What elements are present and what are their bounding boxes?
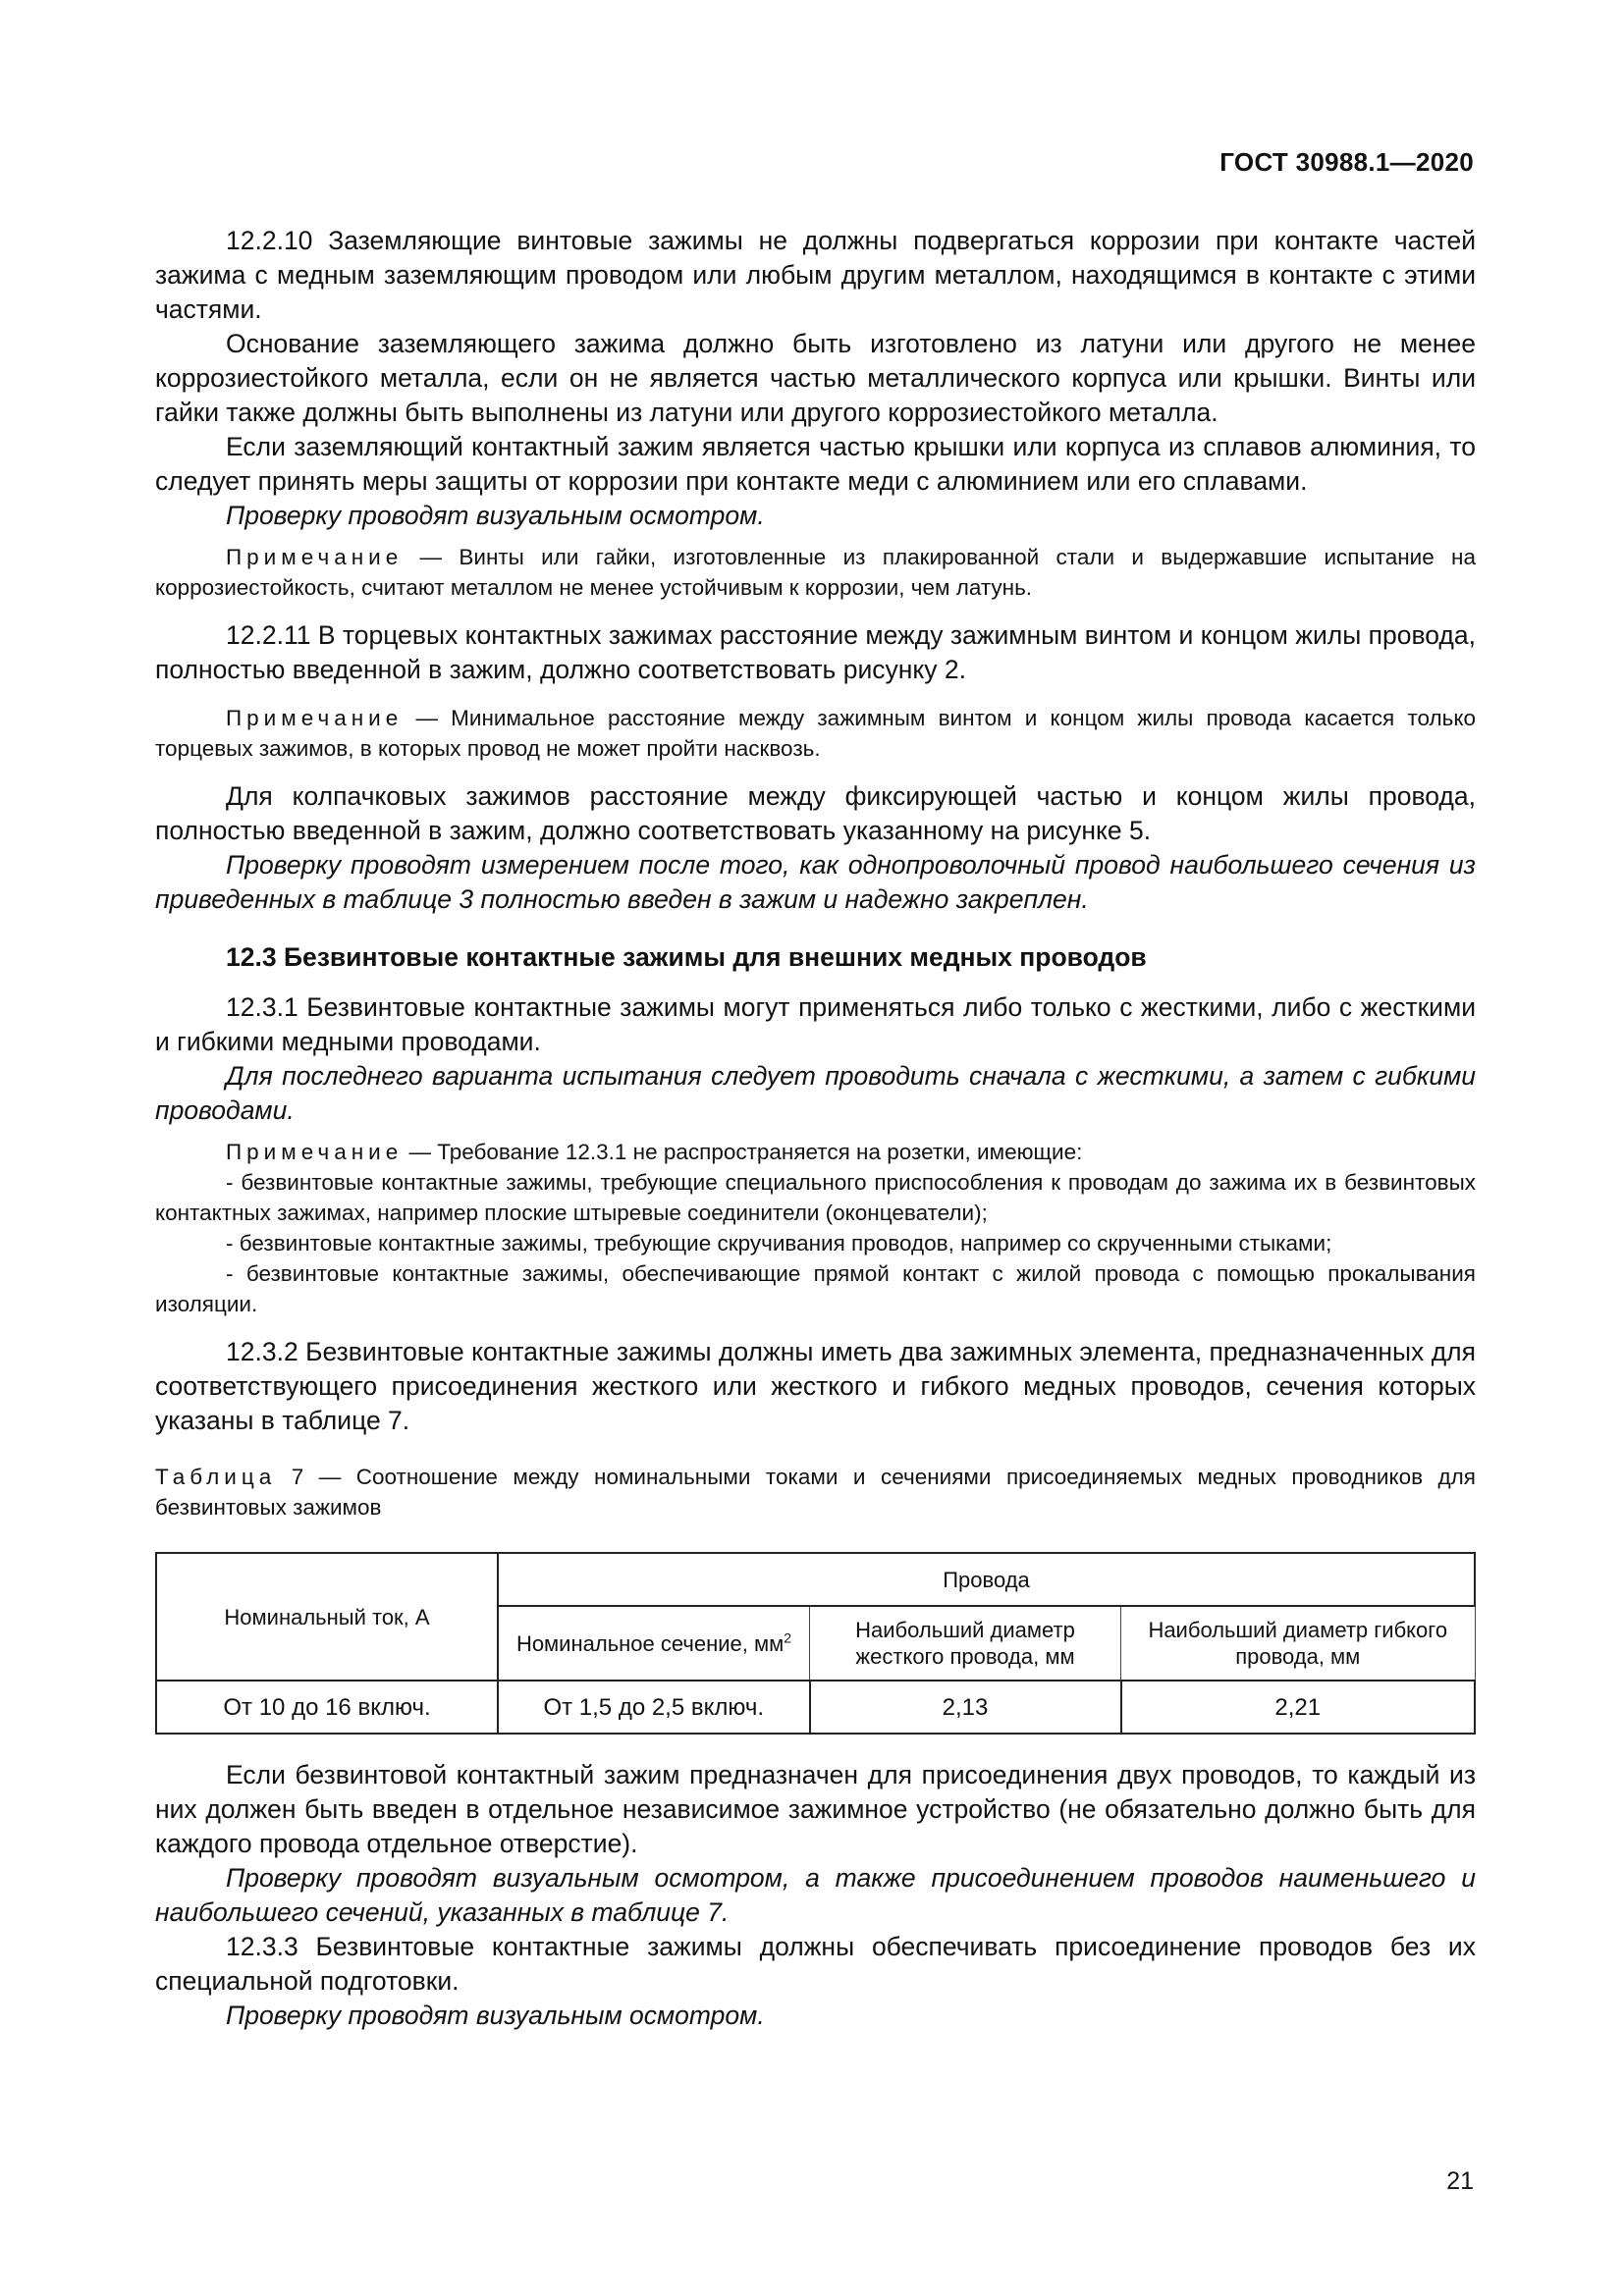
check-method: Проверку проводят визуальным осмотром.	[226, 2001, 765, 2030]
page-content	[155, 224, 1476, 2033]
note-text: — Минимальное расстояние между зажимным винтом и концом жилы провода касается только торцевых зажимов, в которых провод не может пройти насквозь.	[155, 706, 1476, 761]
cell-flexible: 2,21	[1121, 1681, 1476, 1734]
note-list-item: - безвинтовые контактные зажимы, обеспечивающие прямой контакт с жилой провода с помощью прокалывания изоляции.	[155, 1261, 1476, 1316]
paragraph: Для колпачковых зажимов расстояние между фиксирующей частью и концом жилы провода, полностью введенной в зажим, должно соответствовать указанному на рисунке 5.	[155, 781, 1476, 845]
cell-section: От 1,5 до 2,5 включ.	[498, 1681, 810, 1734]
paragraph-12-2-10: 12.2.10 Заземляющие винтовые зажимы не должны подвергаться коррозии при контакте частей зажима с медным заземляющим проводом или любым другим металлом, находящимся в контакте с этими частями.	[155, 226, 1476, 324]
page-number: 21	[1446, 2167, 1474, 2195]
check-method: Для последнего варианта испытания следует проводить сначала с жесткими, а затем с гибкими проводами.	[155, 1061, 1476, 1125]
note-text: — Требование 12.3.1 не распространяется на розетки, имеющие:	[403, 1140, 1083, 1164]
table-caption-text: 7 — Соотношение между номинальными токами и сечениями присоединяемых медных проводников для безвинтовых зажимов	[155, 1465, 1476, 1520]
note-label: Примечание	[226, 545, 404, 569]
paragraph: Основание заземляющего зажима должно быть изготовлено из латуни или другого не менее коррозиестойкого металла, если он не является частью металлического корпуса или крышки. Винты или гайки также должны быть выполнены из латуни или другого коррозиестойкого металла.	[155, 329, 1476, 427]
check-method: Проверку проводят визуальным осмотром, а также присоединением проводов наименьшего и наибольшего сечений, указанных в таблице 7.	[155, 1863, 1476, 1927]
note-list-item: - безвинтовые контактные зажимы, требующие скручивания проводов, например со скрученными стыками;	[226, 1231, 1332, 1255]
table-label: Таблица	[155, 1465, 277, 1489]
cell-rigid: 2,13	[810, 1681, 1121, 1734]
header-section-text: Номинальное сечение, мм	[515, 1630, 785, 1656]
note-1	[155, 542, 1476, 603]
header-rigid: Наибольший диаметр жесткого провода, мм	[810, 1606, 1121, 1681]
standard-designation: ГОСТ 30988.1—2020	[1219, 147, 1474, 177]
note-text: — Винты или гайки, изготовленные из плакированной стали и выдержавшие испытание на коррозиестойкость, считают металлом не менее устойчивым к коррозии, чем латунь.	[155, 545, 1476, 600]
cell-current: От 10 до 16 включ.	[156, 1681, 498, 1734]
paragraph-12-3-2: 12.3.2 Безвинтовые контактные зажимы должны иметь два зажимных элемента, предназначенных для соответствующего присоединения жесткого или жесткого и гибкого медных проводов, сечения которых указаны в таблице 7.	[155, 1337, 1476, 1435]
paragraph-12-3-3: 12.3.3 Безвинтовые контактные зажимы должны обеспечивать присоединение проводов без их специальной подготовки.	[155, 1932, 1476, 1996]
paragraph-12-2-11: 12.2.11 В торцевых контактных зажимах расстояние между зажимным винтом и концом жилы провода, полностью введенной в зажим, должно соответствовать рисунку 2.	[155, 620, 1476, 684]
check-method: Проверку проводят измерением после того, как однопроволочный провод наибольшего сечения из приведенных в таблице 3 полностью введен в зажим и надежно закреплен.	[155, 850, 1476, 914]
paragraph: Если безвинтовой контактный зажим предназначен для присоединения двух проводов, то каждый из них должен быть введен в отдельное независимое зажимное устройство (не обязательно должно быть для каждого провода отдельное отверстие).	[155, 1760, 1476, 1858]
note-list-item: - безвинтовые контактные зажимы, требующие специального приспособления к проводам до зажима их в безвинтовых контактных зажимах, например плоские штыревые соединители (оконцеватели);	[155, 1170, 1476, 1225]
header-current: Номинальный ток, А	[156, 1553, 498, 1681]
note-label: Примечание	[226, 706, 404, 730]
table-row	[156, 1681, 1475, 1734]
table-7	[155, 1552, 1476, 1735]
check-method: Проверку проводят визуальным осмотром.	[226, 501, 765, 530]
section-heading-12-3: 12.3 Безвинтовые контактные зажимы для внешних медных проводов	[226, 942, 1147, 972]
paragraph: Если заземляющий контактный зажим является частью крышки или корпуса из сплавов алюминия, то следует принять меры защиты от коррозии при контакте меди с алюминием или его сплавами.	[155, 432, 1476, 496]
header-section	[498, 1606, 810, 1681]
table-caption	[155, 1462, 1476, 1522]
note-label: Примечание	[226, 1140, 404, 1164]
note-3	[155, 1137, 1476, 1167]
header-section-sup: 2	[784, 1629, 792, 1646]
header-flexible: Наибольший диаметр гибкого провода, мм	[1121, 1606, 1476, 1681]
header-wires: Провода	[498, 1553, 1475, 1606]
note-2	[155, 703, 1476, 764]
paragraph-12-3-1: 12.3.1 Безвинтовые контактные зажимы могут применяться либо только с жесткими, либо с жесткими и гибкими медными проводами.	[155, 992, 1476, 1056]
